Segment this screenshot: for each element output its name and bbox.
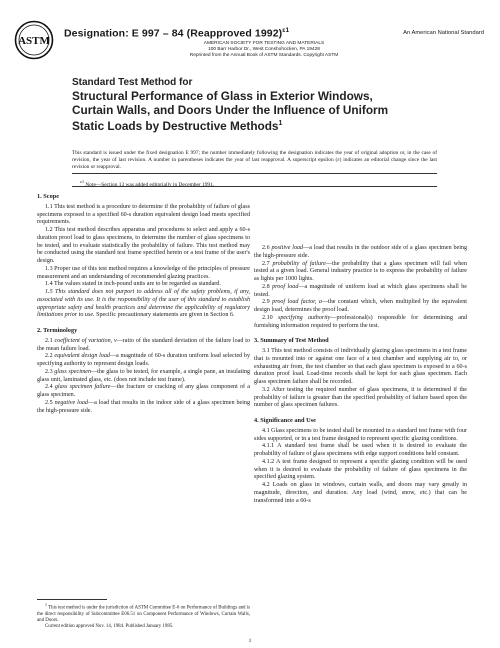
logo-text: ASTM — [18, 35, 50, 47]
paragraph: 1.1 This test method is a procedure to determine if the probability of failure of glass specimens exposed to a specified 60-s duration equivalent design load meets specified requirements. — [37, 203, 250, 226]
paragraph: 1.3 Proper use of this test method requires a knowledge of the principles of pressure measurement and an understanding of recommended glazing practices. — [37, 265, 250, 280]
designation-text: Designation: E 997 – 84 (Reapproved 1992) — [64, 27, 283, 40]
left-column — [37, 186, 250, 415]
title-line: Curtain Walls, and Doors Under the Influence of Uniform — [72, 103, 389, 117]
paragraph: 4.2 Loads on glass in windows, curtain walls, and doors may vary greatly in magnitude, direction, and duration. Any load (wind, snow, etc.) that can be transformed into a 60-s — [254, 482, 467, 504]
footnote-text: Current edition approved Nov. 14, 1984. Published January 1985. — [45, 623, 174, 629]
paragraph: 4.1.2 A test frame designed to represent a specific glazing condition will be used when it is desired to evaluate the probability of failure of glass specimens in the specified glazing system. — [254, 458, 467, 481]
right-column — [254, 184, 467, 505]
publisher-line: Reprinted from the Annual Book of ASTM Standards. Copyright ASTM — [189, 53, 339, 58]
footnote — [37, 602, 250, 630]
section-heading: 1. Scope — [37, 193, 60, 200]
designation — [64, 27, 289, 40]
paragraph: 4.1 Glass specimens to be tested shall be mounted in a standard test frame with four sides supported, or in a test frame designed to represent specific glazing conditions. — [254, 427, 467, 442]
page-number: 1 — [248, 638, 252, 644]
title-line: Standard Test Method for — [72, 77, 193, 88]
paragraph: 1.4 The values stated in inch-pound units are to be regarded as standard. — [45, 281, 221, 288]
paragraph: 1.5 This standard does not purport to address all of the safety problems, if any, associated with its use. It is the responsibility of the user of this standard to establish appropriate safety and health practices and determine the applicability of regulatory limitations prior to use. Specific precautionary statements are given in Section 6. — [37, 289, 250, 319]
paragraph: 4.1.1 A standard test frame shall be used when it is desired to evaluate the probability of failure of glass specimens with edge support conditions held constant. — [254, 443, 467, 457]
definition: 2.6 positive load—a load that results in the outdoor side of a glass specimen being the high-pressure side. — [254, 245, 468, 259]
editorial-note-mark: ε1 — [80, 179, 85, 184]
title-footnote-mark: 1 — [278, 120, 283, 127]
publisher-line: 100 Barr Harbor Dr., West Conshohocken, PA 19428 — [208, 47, 320, 52]
paragraph: 1.2 This test method describes apparatus and procedures to select and apply a 60-s duration proof load to glass specimens, to determine the number of glass specimens to be tested, and to evaluate statistically the probability of failure. This test method may be conducted using the standard test frame specified herein or a test frame of the user's design. — [37, 227, 250, 264]
footnote-rule — [37, 599, 107, 600]
publisher-line: AMERICAN SOCIETY FOR TESTING AND MATERIALS — [203, 41, 325, 46]
paragraph: 3.2 After testing the required number of glass specimens, it is determined if the probability of failure is greater than the specified probability of failure based upon the number of glass specimen failures. — [254, 386, 467, 409]
page-title — [72, 77, 432, 133]
paragraph: 3.1 This test method consists of individually glazing glass specimens in a test frame that is mounted into or against one face of a test chamber and supplying air to, or exhausting air from, the test chamber so that each glass specimen is exposed to a 60-s duration proof load. Load-time records shall be kept for each glass specimen. Each glass specimen failure shall be recorded. — [254, 348, 467, 385]
definition: 2.3 glass specimen—the glass to be tested, for example, a single pane, an insulating glass unit, laminated glass, etc. (does not include test frame). — [37, 368, 251, 383]
definition: 2.8 proof load—a magnitude of uniform load at which glass specimens shall be tested. — [254, 283, 467, 298]
designation-sup: ε1 — [282, 27, 290, 34]
title-line: Static Loads by Destructive Methods$^1$ — [72, 118, 283, 133]
standard-note: This standard is issued under the fixed designation E 997; the number immediately following the designation indicates the year of original adoption or, in the case of revision, the year of last revision. A number in parentheses indicates the year of last reapproval. A superscript epsilon (ε) indicates an editorial change since the last revision or reapproval. — [72, 150, 437, 171]
divider — [72, 173, 437, 174]
publisher-block — [64, 41, 464, 59]
section-heading: 4. Significance and Use — [254, 417, 316, 424]
section-heading: 2. Terminology — [37, 327, 78, 334]
definition: 2.10 specifying authority—professional(s) responsible for determining and furnishing information required to perform the test. — [254, 314, 467, 329]
title-line: Structural Performance of Glass in Exterior Windows, — [72, 89, 373, 103]
definition: 2.5 negative load—a load that results in the indoor side of a glass specimen being the high-pressure side. — [37, 399, 251, 414]
national-standard-label: An American National Standard — [403, 30, 484, 36]
definition: 2.4 glass specimen failure—the fracture or cracking of any glass component of a glass specimen. — [37, 384, 250, 398]
editorial-note-text: Note—Section 13 was added editorially in December 1991. — [85, 181, 215, 188]
definition: 2.9 proof load factor, a—the constant which, when multiplied by the equivalent design load, determines the proof load. — [254, 299, 467, 313]
definition: 2.2 equivalent design load—a magnitude of 60-s duration uniform load selected by specifying authority to represent design loads. — [37, 353, 251, 367]
section-heading: 3. Summary of Test Method — [254, 337, 329, 345]
definition: 2.1 coefficient of variation, v—ratio of the standard deviation of the failure load to the mean failure load. — [37, 337, 251, 352]
definition: 2.7 probability of failure—the probability that a glass specimen will fail when tested at a given load. General industry practice is to express the probability of failure as lights per 1000 lights. — [254, 260, 468, 282]
astm-logo-icon — [13, 20, 55, 60]
footnote-text: $^1$ This test method is under the jurisdiction of ASTM Committee E-6 on Performance of Buildings and is the direct responsibility of Subcommittee E06.51 on Component Performance of Windows, Curtain Walls, and Doors. — [37, 602, 250, 623]
